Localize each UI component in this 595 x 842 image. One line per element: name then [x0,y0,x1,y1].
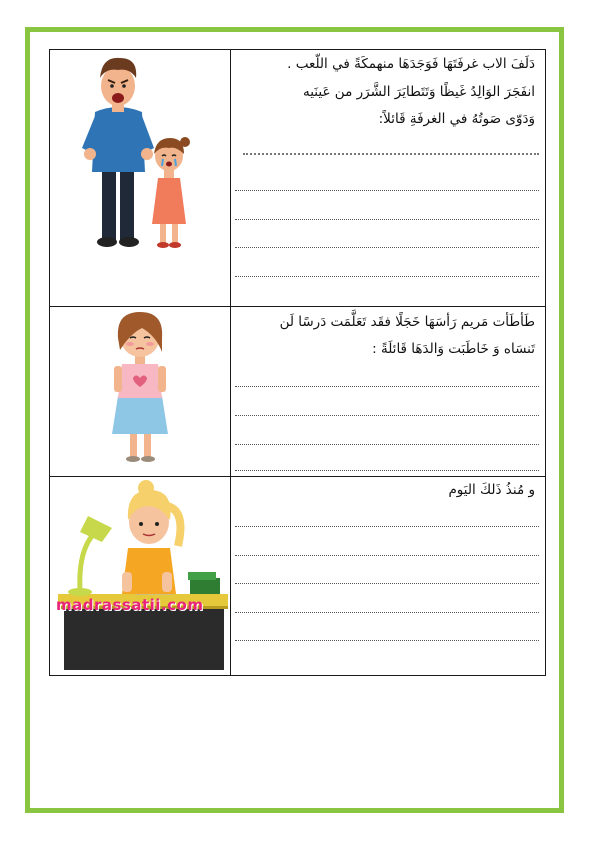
text-cell-1 [231,50,545,306]
section-row-2 [50,306,545,477]
ashamed-girl-illustration [50,306,230,474]
writing-line[interactable] [235,555,539,556]
writing-line[interactable] [235,219,539,220]
illustration-cell-2 [50,306,231,476]
story-line: و مُنذُ ذَلكَ اليَوم [448,482,535,498]
text-cell-2 [231,306,545,476]
writing-line[interactable] [235,470,539,471]
writing-line[interactable] [235,276,539,277]
section-row-3 [50,476,545,675]
writing-line[interactable] [235,526,539,527]
father-shouting-illustration [50,50,230,305]
father-figure [82,58,154,247]
illustration-cell-3 [50,476,231,675]
writing-line[interactable] [235,386,539,387]
writing-line[interactable] [235,190,539,191]
story-line: تَنسَاه وَ خَاطَبَت وَالدَهَا قَائلَةً : [372,341,535,357]
writing-line[interactable] [235,612,539,613]
writing-line[interactable] [235,415,539,416]
illustration-cell-1 [50,50,231,306]
writing-line[interactable] [235,444,539,445]
crying-girl-figure [152,137,190,248]
watermark-text: madrassatii.com [56,596,204,614]
writing-line[interactable] [243,153,539,155]
story-line: طَأطَأت مَريم رَأسَهَا خَجَلًا فقَد تَعَلَّمَت دَرسًا لَن [279,314,535,330]
text-cell-3 [231,476,545,675]
writing-line[interactable] [235,583,539,584]
story-line: وَدَوّى صَوتُهُ في الغرفَةِ قَائلاً: [378,111,535,127]
story-line: دَلَفَ الاب غرفَتَهَا فَوَجَدَهَا منهمكَةً في اللّعب . [287,56,535,72]
section-row-1 [50,50,545,307]
worksheet-table [49,49,546,676]
writing-line[interactable] [235,247,539,248]
story-line: انفَجَرَ الوَالِدُ غَيظًا وَتَتَطايَرَ الشَّرَر من عَينَيه [303,84,535,100]
writing-line[interactable] [235,640,539,641]
studying-girl-illustration [50,476,230,675]
